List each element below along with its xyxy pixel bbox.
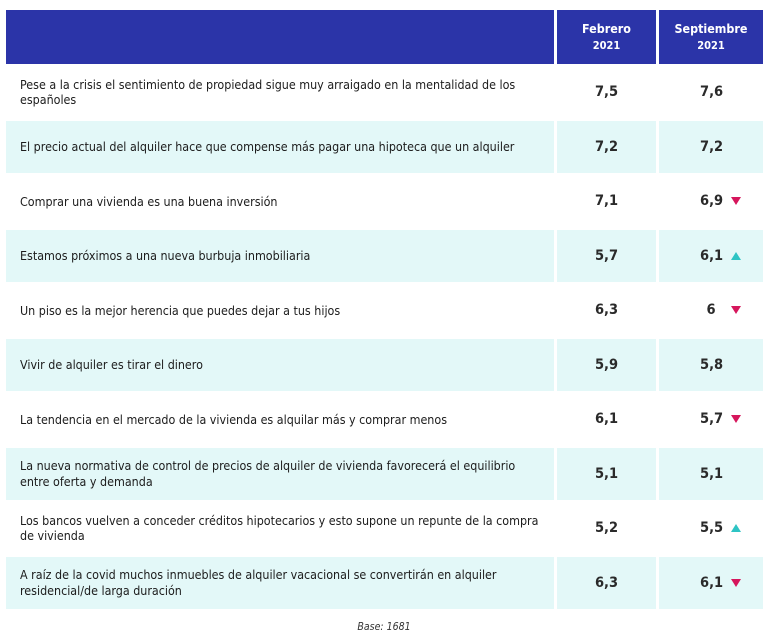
- table-header: [6, 10, 763, 64]
- septiembre-cell: [659, 393, 763, 446]
- trend-down-icon: [731, 306, 741, 314]
- febrero-value: 7,5: [557, 66, 656, 119]
- table-row: [6, 121, 763, 174]
- row-label: Un piso es la mejor herencia que puedes dejar a tus hijos: [6, 284, 554, 337]
- septiembre-value: 5,7: [700, 411, 724, 428]
- septiembre-value: 5,5: [700, 520, 724, 537]
- septiembre-cell: [659, 448, 763, 501]
- septiembre-value: 5,8: [700, 356, 724, 373]
- septiembre-value: 5,1: [700, 465, 724, 482]
- table-row: [6, 339, 763, 392]
- table-row: [6, 230, 763, 283]
- febrero-value: 7,2: [557, 121, 656, 174]
- septiembre-cell: [659, 121, 763, 174]
- table-row: [6, 448, 763, 501]
- header-febrero-year: 2021: [592, 39, 621, 52]
- septiembre-value: 7,2: [700, 138, 724, 155]
- header-septiembre: [659, 10, 763, 64]
- febrero-value: 6,1: [557, 393, 656, 446]
- row-label: Comprar una vivienda es una buena inversión: [6, 175, 554, 228]
- trend-down-icon: [731, 579, 741, 587]
- septiembre-value: 6,9: [700, 193, 724, 210]
- septiembre-value: 6,1: [700, 247, 724, 264]
- table-body: [6, 66, 763, 609]
- septiembre-cell: [659, 339, 763, 392]
- septiembre-cell: [659, 66, 763, 119]
- row-label: La tendencia en el mercado de la vivienda es alquilar más y comprar menos: [6, 393, 554, 446]
- header-label-cell: [6, 10, 554, 64]
- row-label: Vivir de alquiler es tirar el dinero: [6, 339, 554, 392]
- trend-down-icon: [731, 197, 741, 205]
- table-row: [6, 557, 763, 610]
- base-note: Base: 1681: [357, 621, 411, 633]
- table-row: [6, 66, 763, 119]
- table-row: [6, 502, 763, 555]
- febrero-value: 6,3: [557, 557, 656, 610]
- trend-up-icon: [731, 252, 741, 260]
- table-row: [6, 393, 763, 446]
- header-febrero-month: Febrero: [582, 21, 631, 36]
- febrero-value: 5,1: [557, 448, 656, 501]
- header-septiembre-month: Septiembre: [674, 21, 748, 36]
- row-label: La nueva normativa de control de precios de alquiler de vivienda favorecerá el equilibrio entre oferta y demanda: [6, 448, 554, 501]
- row-label: El precio actual del alquiler hace que compense más pagar una hipoteca que un alquiler: [6, 121, 554, 174]
- row-label: A raíz de la covid muchos inmuebles de alquiler vacacional se convertirán en alquiler residencial/de larga duración: [6, 557, 554, 610]
- header-febrero: [557, 10, 656, 64]
- header-septiembre-year: 2021: [697, 39, 725, 52]
- septiembre-value: 7,6: [700, 84, 724, 101]
- septiembre-cell: [659, 284, 763, 337]
- septiembre-cell: [659, 175, 763, 228]
- febrero-value: 5,2: [557, 502, 656, 555]
- table-row: [6, 284, 763, 337]
- septiembre-cell: [659, 557, 763, 610]
- febrero-value: 6,3: [557, 284, 656, 337]
- febrero-value: 7,1: [557, 175, 656, 228]
- trend-down-icon: [731, 415, 741, 423]
- febrero-value: 5,9: [557, 339, 656, 392]
- table-row: [6, 175, 763, 228]
- row-label: Estamos próximos a una nueva burbuja inmobiliaria: [6, 230, 554, 283]
- survey-table: [6, 10, 763, 611]
- septiembre-value: 6,1: [700, 574, 724, 591]
- septiembre-value: 6: [706, 302, 716, 319]
- row-label: Los bancos vuelven a conceder créditos hipotecarios y esto supone un repunte de la compra de vivienda: [6, 502, 554, 555]
- febrero-value: 5,7: [557, 230, 656, 283]
- septiembre-cell: [659, 230, 763, 283]
- trend-up-icon: [731, 524, 741, 532]
- row-label: Pese a la crisis el sentimiento de propiedad sigue muy arraigado en la mentalidad de los españoles: [6, 66, 554, 119]
- septiembre-cell: [659, 502, 763, 555]
